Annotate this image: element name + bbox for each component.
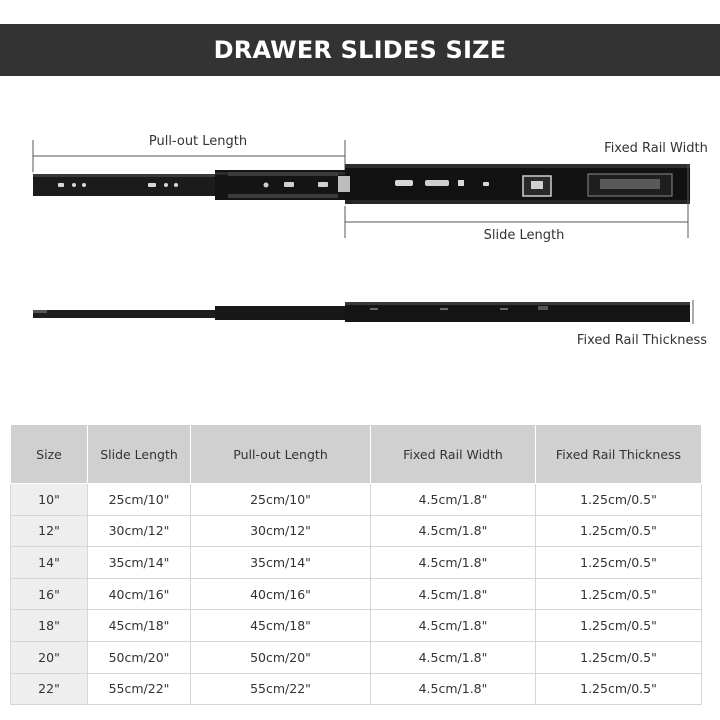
- fixed-rail-width-label: Fixed Rail Width: [604, 141, 708, 156]
- side-view-slide-image: [33, 302, 690, 322]
- cell-fixed-rail-width: 4.5cm/1.8": [371, 610, 536, 642]
- pull-out-length-label: Pull-out Length: [148, 134, 248, 149]
- table-row: [11, 547, 702, 579]
- title-banner: [0, 24, 720, 76]
- page-title: DRAWER SLIDES SIZE: [213, 36, 507, 64]
- cell-fixed-rail-width: 4.5cm/1.8": [371, 641, 536, 673]
- cell-fixed-rail-width: 4.5cm/1.8": [371, 515, 536, 547]
- cell-fixed-rail-thickness: 1.25cm/0.5": [536, 641, 702, 673]
- table-row: [11, 515, 702, 547]
- cell-pull-out-length: 30cm/12": [191, 515, 371, 547]
- cell-fixed-rail-width: 4.5cm/1.8": [371, 673, 536, 705]
- cell-pull-out-length: 45cm/18": [191, 610, 371, 642]
- cell-pull-out-length: 25cm/10": [191, 484, 371, 516]
- cell-size: 20": [11, 641, 88, 673]
- slide-length-label: Slide Length: [483, 228, 565, 243]
- cell-pull-out-length: 40cm/16": [191, 578, 371, 610]
- extended-slide-image: [33, 164, 690, 204]
- cell-size: 14": [11, 547, 88, 579]
- cell-size: 12": [11, 515, 88, 547]
- cell-fixed-rail-thickness: 1.25cm/0.5": [536, 515, 702, 547]
- cell-fixed-rail-thickness: 1.25cm/0.5": [536, 578, 702, 610]
- cell-slide-length: 50cm/20": [88, 641, 191, 673]
- header-size: Size: [11, 425, 88, 484]
- cell-size: 18": [11, 610, 88, 642]
- size-spec-table: [10, 424, 702, 705]
- table-row: [11, 673, 702, 705]
- table-header-row: [11, 425, 702, 484]
- cell-slide-length: 55cm/22": [88, 673, 191, 705]
- cell-fixed-rail-thickness: 1.25cm/0.5": [536, 547, 702, 579]
- header-pull-out-length: Pull-out Length: [191, 425, 371, 484]
- cell-size: 16": [11, 578, 88, 610]
- cell-fixed-rail-width: 4.5cm/1.8": [371, 578, 536, 610]
- cell-fixed-rail-width: 4.5cm/1.8": [371, 547, 536, 579]
- cell-size: 10": [11, 484, 88, 516]
- cell-fixed-rail-thickness: 1.25cm/0.5": [536, 673, 702, 705]
- cell-fixed-rail-thickness: 1.25cm/0.5": [536, 484, 702, 516]
- header-slide-length: Slide Length: [88, 425, 191, 484]
- slide-diagram: [0, 80, 720, 410]
- table-row: [11, 484, 702, 516]
- cell-fixed-rail-width: 4.5cm/1.8": [371, 484, 536, 516]
- cell-slide-length: 45cm/18": [88, 610, 191, 642]
- cell-pull-out-length: 50cm/20": [191, 641, 371, 673]
- table-row: [11, 578, 702, 610]
- cell-pull-out-length: 35cm/14": [191, 547, 371, 579]
- header-fixed-rail-thickness: Fixed Rail Thickness: [536, 425, 702, 484]
- cell-size: 22": [11, 673, 88, 705]
- fixed-rail-thickness-label: Fixed Rail Thickness: [576, 333, 708, 348]
- cell-slide-length: 40cm/16": [88, 578, 191, 610]
- cell-fixed-rail-thickness: 1.25cm/0.5": [536, 610, 702, 642]
- cell-slide-length: 25cm/10": [88, 484, 191, 516]
- table-row: [11, 641, 702, 673]
- cell-slide-length: 35cm/14": [88, 547, 191, 579]
- cell-slide-length: 30cm/12": [88, 515, 191, 547]
- cell-pull-out-length: 55cm/22": [191, 673, 371, 705]
- header-fixed-rail-width: Fixed Rail Width: [371, 425, 536, 484]
- table-row: [11, 610, 702, 642]
